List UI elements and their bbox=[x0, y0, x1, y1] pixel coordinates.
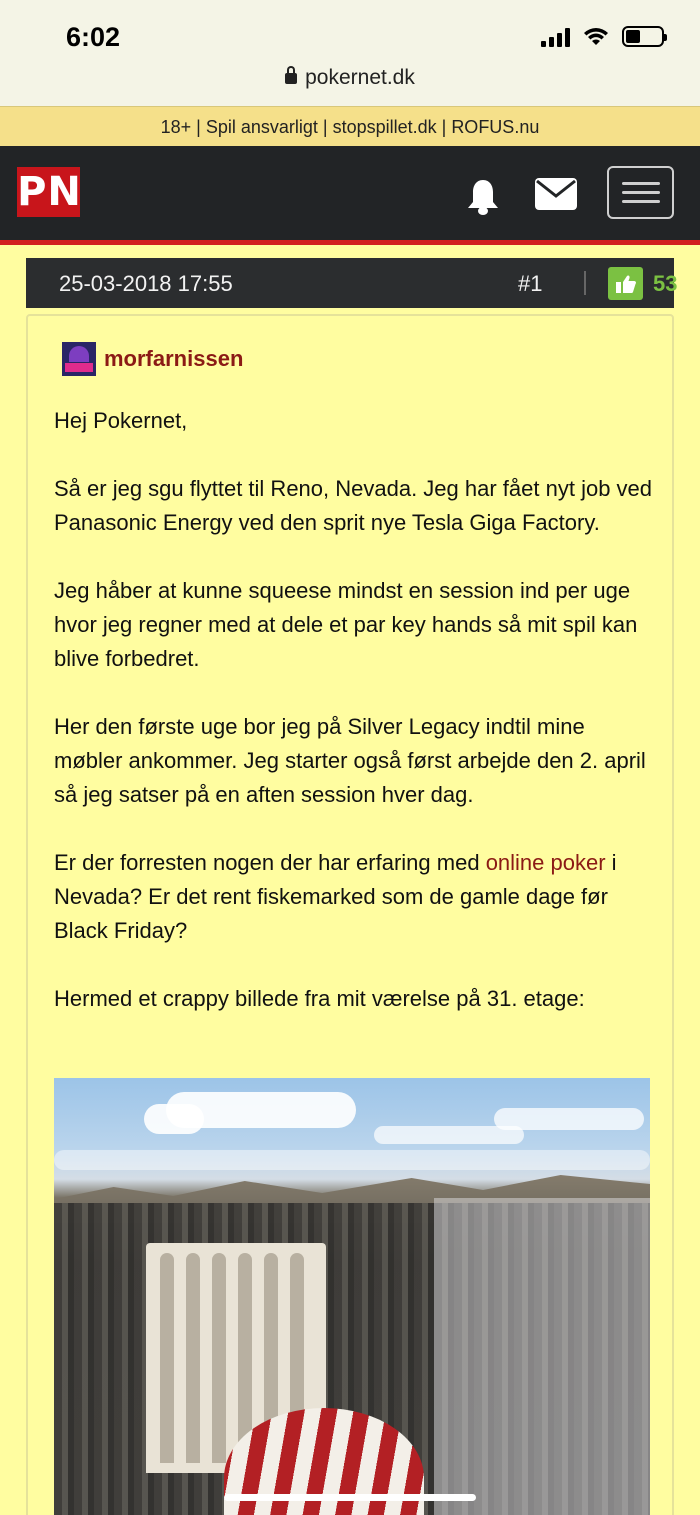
post-paragraph-2: Jeg håber at kunne squeese mindst en session ind per uge hvor jeg regner med at dele et par key hands så mit spil kan blive forbedret. bbox=[54, 578, 638, 671]
post-number[interactable]: #1 bbox=[518, 271, 543, 296]
like-button[interactable] bbox=[608, 267, 643, 300]
para4-text-before: Er der forresten nogen der har erfaring med bbox=[54, 850, 486, 875]
avatar[interactable] bbox=[62, 342, 96, 376]
pokernet-logo[interactable] bbox=[17, 167, 80, 217]
address-bar[interactable] bbox=[0, 66, 700, 90]
post-body bbox=[26, 314, 674, 1515]
url-text: pokernet.dk bbox=[305, 66, 415, 89]
post-header-bar bbox=[26, 258, 678, 308]
logo-letter-n: N bbox=[47, 169, 80, 215]
post-paragraph-4 bbox=[54, 846, 654, 948]
battery-icon bbox=[622, 26, 664, 47]
status-time: 6:02 bbox=[66, 22, 121, 52]
thumbs-up-icon bbox=[615, 274, 637, 294]
post-content bbox=[54, 404, 654, 1050]
post-paragraph-3: Her den første uge bor jeg på Silver Legacy indtil mine møbler ankommer. Jeg starter også først arbejde den 2. april så jeg satser på en aften session hver dag. bbox=[54, 714, 646, 807]
ios-status-area bbox=[0, 0, 700, 106]
header-accent-line bbox=[0, 240, 700, 245]
post-date: 25-03-2018 17:55 bbox=[59, 271, 233, 296]
responsible-gaming-banner[interactable]: 18+ | Spil ansvarligt | stopspillet.dk | ROFUS.nu bbox=[0, 106, 700, 146]
mail-icon[interactable] bbox=[535, 178, 577, 210]
site-header bbox=[0, 146, 700, 240]
post-paragraph-5: Hermed et crappy billede fra mit værelse på 31. etage: bbox=[54, 986, 585, 1011]
post-paragraph-1: Så er jeg sgu flyttet til Reno, Nevada. Jeg har fået nyt job ved Panasonic Energy ved den sprit nye Tesla Giga Factory. bbox=[54, 476, 653, 535]
home-indicator[interactable] bbox=[224, 1494, 476, 1501]
online-poker-link[interactable]: online poker bbox=[485, 850, 606, 875]
post-photo[interactable] bbox=[54, 1078, 650, 1515]
post-greeting: Hej Pokernet, bbox=[54, 408, 188, 433]
like-count: 53 bbox=[653, 271, 678, 296]
author-name[interactable]: morfarnissen bbox=[104, 346, 244, 371]
post-author[interactable] bbox=[62, 342, 243, 376]
signal-icon bbox=[541, 27, 570, 47]
para4-text-after: i Nevada? Er det rent fiskemarked som de gamle dage før Black Friday? bbox=[54, 850, 617, 943]
bell-icon[interactable] bbox=[466, 178, 500, 216]
wifi-icon bbox=[582, 26, 610, 47]
menu-button[interactable] bbox=[607, 166, 674, 219]
status-icons bbox=[541, 26, 664, 47]
divider bbox=[584, 271, 586, 295]
logo-letter-p: P bbox=[17, 169, 46, 215]
lock-icon bbox=[285, 73, 297, 84]
